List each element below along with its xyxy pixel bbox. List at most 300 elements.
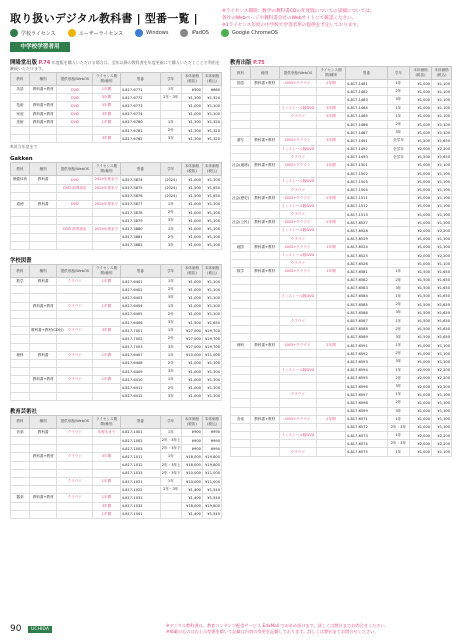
publisher-name: Gakken	[10, 156, 33, 163]
table-row	[11, 453, 222, 461]
table-cell: ¥10,000	[181, 477, 202, 485]
table-cell: ¥19,800	[202, 502, 221, 510]
table-cell: ¥1,100	[202, 376, 221, 384]
table-cell	[250, 407, 279, 415]
table-cell	[279, 309, 317, 317]
table-cell	[250, 202, 279, 210]
table-cell: 1年	[160, 477, 181, 485]
table-row	[231, 432, 452, 440]
table-cell	[231, 112, 251, 120]
table-cell: ¥1,000	[409, 120, 431, 128]
table-cell: ¥1,100	[202, 294, 221, 302]
table-cell	[279, 333, 317, 341]
page-ref: P.74	[38, 60, 51, 66]
table-cell: ¥1,100	[202, 176, 221, 184]
table-cell	[11, 217, 30, 225]
table-cell	[250, 309, 279, 317]
table-cell: 英語	[11, 86, 30, 94]
table-cell: 4-817-6407	[120, 351, 160, 359]
table-cell	[11, 453, 30, 461]
table-cell: 4-817-6403	[120, 294, 160, 302]
table-cell	[93, 469, 120, 477]
table-cell	[57, 445, 93, 453]
table-cell	[250, 292, 279, 300]
table-cell	[29, 359, 56, 367]
table-cell: ¥1,100	[202, 302, 221, 310]
table-row	[231, 325, 452, 333]
table-cell	[317, 432, 346, 440]
table-cell: 1年	[387, 317, 409, 325]
column-header: 提供形態/WebOS	[57, 265, 93, 278]
table-cell: 数学	[231, 268, 251, 276]
table-cell: ¥1,500	[181, 318, 202, 326]
table-cell: 2年	[160, 126, 181, 134]
table-cell: 4-817-1022	[120, 486, 160, 494]
table-cell: 全学年	[387, 145, 409, 153]
table-cell	[93, 318, 120, 326]
table-row	[231, 88, 452, 96]
table-cell: ¥27,000	[181, 343, 202, 351]
publisher-name: 開隆堂出版	[10, 60, 37, 66]
column-header: ライセンス期間/種別	[93, 415, 120, 428]
table-row	[11, 318, 222, 326]
table-cell: 4-817-6529	[345, 235, 387, 243]
table-cell: 教科書+教材	[250, 161, 279, 169]
table-cell: 書写	[231, 137, 251, 145]
table-cell: 1年間	[93, 86, 120, 94]
table-row	[231, 170, 452, 178]
legend-item	[135, 29, 168, 37]
table-s1	[10, 72, 222, 143]
table-cell: ¥27,000	[181, 335, 202, 343]
table-cell: 4-817-1012	[120, 461, 160, 469]
table-cell	[57, 384, 93, 392]
table-cell	[250, 145, 279, 153]
table-cell: 4-817-6595	[345, 374, 387, 382]
table-cell	[93, 392, 120, 400]
table-cell: DVD+クラウド	[279, 342, 317, 350]
table-cell: 教科書	[29, 176, 56, 184]
table-cell	[317, 186, 346, 194]
table-cell: 2年・3年	[160, 94, 181, 102]
table-row	[11, 86, 222, 94]
table-cell: ¥1,000	[409, 88, 431, 96]
table-cell	[57, 135, 93, 143]
table-cell: ¥900	[181, 445, 202, 453]
table-cell	[279, 382, 317, 390]
table-cell: 4-817-6589	[345, 333, 387, 341]
table-row	[11, 94, 222, 102]
table-cell	[250, 325, 279, 333]
table-cell	[231, 251, 251, 259]
footnotes	[166, 623, 452, 635]
table-cell	[387, 161, 409, 169]
table-cell: 2024年度まで	[93, 200, 120, 208]
table-cell	[317, 292, 346, 300]
table-cell	[231, 202, 251, 210]
table-cell	[250, 104, 279, 112]
table-cell: ¥18,000	[181, 502, 202, 510]
table-cell	[57, 217, 93, 225]
table-cell	[11, 310, 30, 318]
table-cell: ¥1,100	[432, 170, 452, 178]
table-cell: 2年	[387, 325, 409, 333]
table-cell: ¥900	[181, 437, 202, 445]
table-cell: 1年	[387, 432, 409, 440]
table-cell: 1年間	[93, 376, 120, 384]
table-cell	[250, 399, 279, 407]
table-cell: 2年・3年下	[160, 469, 181, 477]
table-cell	[29, 233, 56, 241]
table-cell	[29, 502, 56, 510]
table-cell: 国語	[231, 80, 251, 88]
table-cell: DVD+クラウド	[279, 268, 317, 276]
publisher-name: 教育出版	[230, 60, 252, 66]
table-cell	[93, 461, 120, 469]
table-cell: 4-817-6584	[345, 292, 387, 300]
table-cell: ¥1,000	[181, 310, 202, 318]
table-cell	[231, 382, 251, 390]
table-cell	[57, 392, 93, 400]
column-header: 学年	[160, 73, 181, 86]
table-cell: 4-817-1001	[120, 428, 160, 436]
table-cell	[279, 170, 317, 178]
table-cell: ¥2,200	[432, 251, 452, 259]
table-cell: 4-817-6586	[345, 309, 387, 317]
table-cell: ¥1,500	[181, 184, 202, 192]
table-cell	[29, 384, 56, 392]
table-cell	[387, 251, 409, 259]
table-cell: 1年	[387, 342, 409, 350]
table-cell: 4-817-1504	[345, 186, 387, 194]
table-cell: 4-817-6411	[120, 384, 160, 392]
table-cell: クラウド	[57, 376, 93, 384]
table-cell	[250, 251, 279, 259]
table-cell: 4-817-6599	[345, 407, 387, 415]
table-cell: ¥1,000	[409, 243, 431, 251]
table-cell	[250, 391, 279, 399]
table-cell	[93, 126, 120, 134]
table-cell	[57, 437, 93, 445]
table-cell: ¥1,000	[409, 202, 431, 210]
table-cell	[231, 325, 251, 333]
table-cell	[231, 440, 251, 448]
table-cell: 1年	[160, 327, 181, 335]
table-row	[231, 211, 452, 219]
table-cell: 4-817-6572	[345, 423, 387, 431]
table-cell	[279, 284, 317, 292]
table-cell	[250, 382, 279, 390]
table-cell	[231, 235, 251, 243]
right-column	[230, 58, 452, 457]
table-cell	[317, 366, 346, 374]
table-row	[231, 333, 452, 341]
table-cell: ¥1,000	[409, 104, 431, 112]
table-cell: 理科	[11, 351, 30, 359]
table-row	[231, 243, 452, 251]
table-cell	[29, 184, 56, 192]
table-cell: 教科書+教材	[29, 118, 56, 126]
table-cell	[29, 126, 56, 134]
table-cell: インストール版DVD	[279, 178, 317, 186]
table-cell: DVD	[57, 176, 93, 184]
table-header-row	[11, 73, 222, 86]
legend-item	[10, 29, 56, 37]
table-row	[11, 126, 222, 134]
table-cell	[231, 374, 251, 382]
table-cell: ¥1,100	[202, 225, 221, 233]
table-cell: クラウド	[57, 428, 93, 436]
table-cell: 4-817-1502	[345, 170, 387, 178]
table-cell: 器楽	[11, 494, 30, 502]
column-header: 教科	[231, 67, 251, 80]
table-row	[231, 350, 452, 358]
table-cell: 2024年度まで	[93, 176, 120, 184]
table-cell	[29, 335, 56, 343]
table-cell: ¥1,000	[409, 399, 431, 407]
table-cell: 1年	[160, 453, 181, 461]
legend-label: iPadOS	[191, 30, 209, 36]
table-cell	[29, 94, 56, 102]
table-cell: 1年間	[317, 112, 346, 120]
table-cell: 4-817-6401	[120, 278, 160, 286]
table-cell: ¥1,540	[202, 510, 221, 518]
table-cell	[231, 366, 251, 374]
table-cell: 4-817-6412	[120, 392, 160, 400]
table-cell: 1年	[387, 104, 409, 112]
table-cell: 2024年度まで	[93, 225, 120, 233]
table-row	[231, 145, 452, 153]
table-cell: 4-817-6406	[120, 318, 160, 326]
table-cell: 地図	[231, 243, 251, 251]
section-note: 年度版を購入いただける場合は、翌年以降の教科書を年度更新にて購入いただくことで利用を継続いただけます。	[10, 60, 220, 71]
table-cell: 4-817-6528	[345, 227, 387, 235]
table-cell	[317, 88, 346, 96]
table-cell	[11, 384, 30, 392]
table-cell: 3年	[160, 343, 181, 351]
column-header: 学年	[160, 415, 181, 428]
table-cell	[11, 327, 30, 335]
table-cell	[250, 350, 279, 358]
table-cell: ¥1,100	[202, 286, 221, 294]
table-cell: 教科書	[29, 428, 56, 436]
table-cell: 1年	[387, 292, 409, 300]
table-cell: 教科書+教材	[250, 415, 279, 423]
table-cell	[317, 325, 346, 333]
table-cell: 4-817-6526	[345, 260, 387, 268]
column-header: 提供形態/WebOS	[279, 67, 317, 80]
table-cell: ¥1,500	[409, 325, 431, 333]
table-cell: ¥1,000	[181, 110, 202, 118]
column-header: ライセンス期間/種別	[93, 265, 120, 278]
table-cell	[279, 423, 317, 431]
table-cell: ¥500	[181, 86, 202, 94]
table-cell: ¥1,000	[181, 209, 202, 217]
table-cell: 4-817-6575	[345, 448, 387, 456]
table-cell	[250, 211, 279, 219]
table-cell: クラウド	[279, 153, 317, 161]
table-cell: ¥1,540	[202, 494, 221, 502]
column-header: 提供形態/WebOS	[57, 163, 93, 176]
table-cell	[317, 178, 346, 186]
table-cell: ¥1,000	[409, 112, 431, 120]
table-cell	[57, 192, 93, 200]
table-cell: ¥1,500	[409, 137, 431, 145]
legend-item	[68, 29, 124, 37]
table-cell: 4-817-3881	[120, 233, 160, 241]
table-cell	[11, 376, 30, 384]
brand-logo: UCHIDA	[28, 626, 52, 633]
table-row	[11, 225, 222, 233]
table-cell	[317, 399, 346, 407]
table-cell	[93, 209, 120, 217]
table-cell: クラウド	[279, 448, 317, 456]
column-header: 提供形態/WebOS	[57, 73, 93, 86]
table-row	[231, 235, 452, 243]
page-number: 90	[10, 624, 22, 634]
table-cell	[317, 423, 346, 431]
table-cell: ¥1,500	[409, 268, 431, 276]
table-cell: ¥1,100	[202, 368, 221, 376]
table-cell: ¥1,000	[409, 178, 431, 186]
table-s2	[10, 162, 222, 250]
table-cell: 1年	[387, 448, 409, 456]
table-cell	[279, 350, 317, 358]
table-cell: 1年	[160, 302, 181, 310]
table-cell: ¥10,000	[181, 351, 202, 359]
table-cell: DVD+クラウド	[279, 80, 317, 88]
table-cell: ¥1,000	[181, 384, 202, 392]
table-cell: ¥1,000	[409, 219, 431, 227]
table-cell	[93, 335, 120, 343]
table-cell	[317, 358, 346, 366]
table-cell: ¥2,200	[432, 382, 452, 390]
table-cell: ¥1,320	[202, 126, 221, 134]
table-cell: 4-817-1032	[120, 502, 160, 510]
table-cell	[231, 153, 251, 161]
table-cell	[250, 448, 279, 456]
table-cell	[93, 486, 120, 494]
table-cell	[57, 318, 93, 326]
legend-item	[221, 29, 278, 37]
table-cell: 4-817-6409	[120, 368, 160, 376]
table-cell: 2年・3年	[387, 423, 409, 431]
table-cell	[279, 399, 317, 407]
table-cell: 3年	[160, 294, 181, 302]
table-cell	[279, 96, 317, 104]
table-cell	[250, 358, 279, 366]
table-cell	[231, 120, 251, 128]
table-cell: 教科書+教材	[29, 86, 56, 94]
table-cell	[231, 350, 251, 358]
table-row	[231, 342, 452, 350]
section-band: 中学校学習者用	[10, 42, 70, 52]
table-cell: ¥27,000	[181, 327, 202, 335]
table-cell: ¥1,000	[409, 235, 431, 243]
table-cell	[317, 235, 346, 243]
table-cell: 教科書+教材	[29, 494, 56, 502]
column-header: 種別	[250, 67, 279, 80]
table-cell: ¥2,200	[432, 227, 452, 235]
column-header: 教科	[11, 415, 30, 428]
table-row	[11, 392, 222, 400]
table-cell	[317, 374, 346, 382]
table-row	[11, 477, 222, 485]
table-row	[11, 461, 222, 469]
legend-dot-icon	[135, 29, 143, 37]
table-cell	[93, 192, 120, 200]
column-header: 本体価格(税込)	[202, 163, 221, 176]
table-cell: ¥1,200	[181, 118, 202, 126]
table-cell: ¥1,200	[181, 126, 202, 134]
table-cell: ¥1,000	[181, 392, 202, 400]
table-cell	[231, 178, 251, 186]
table-cell: DVD+クラウド	[279, 415, 317, 423]
table-cell: ¥1,100	[432, 211, 452, 219]
table-cell: インストール版DVD	[279, 432, 317, 440]
table-cell	[93, 241, 120, 249]
table-cell: 2年	[387, 374, 409, 382]
table-cell	[160, 510, 181, 518]
table-cell: 2年・3年下	[160, 445, 181, 453]
table-cell	[231, 391, 251, 399]
table-cell: ¥1,650	[432, 325, 452, 333]
table-cell: ¥1,100	[432, 202, 452, 210]
table-cell	[57, 368, 93, 376]
table-row	[231, 161, 452, 169]
table-cell: 3年間	[93, 110, 120, 118]
table-cell: クラウド	[279, 112, 317, 120]
table-cell: ¥1,000	[409, 350, 431, 358]
table-cell: ¥1,650	[432, 292, 452, 300]
table-row	[231, 194, 452, 202]
table-cell: 4-817-6525	[345, 251, 387, 259]
table-row	[231, 382, 452, 390]
table-cell	[11, 368, 30, 376]
table-cell: DVD+クラウド	[279, 161, 317, 169]
table-cell: ¥1,650	[202, 184, 221, 192]
section-heading-s1	[10, 58, 222, 72]
table-cell: ¥18,000	[181, 453, 202, 461]
table-cell: 4-817-6591	[345, 342, 387, 350]
table-row	[11, 110, 222, 118]
table-cell: ¥1,100	[432, 235, 452, 243]
table-cell	[57, 486, 93, 494]
table-cell: 1年間	[317, 243, 346, 251]
table-cell	[231, 186, 251, 194]
table-row	[11, 327, 222, 335]
table-row	[231, 96, 452, 104]
table-cell	[231, 276, 251, 284]
table-cell: インストール版DVD	[279, 292, 317, 300]
table-cell: ¥1,100	[432, 415, 452, 423]
table-cell: ¥1,100	[202, 359, 221, 367]
table-cell	[279, 407, 317, 415]
table-cell: 1年間	[93, 351, 120, 359]
table-cell: 1年	[160, 428, 181, 436]
table-cell: ¥1,000	[181, 376, 202, 384]
table-cell	[317, 276, 346, 284]
table-cell: 4-817-6587	[345, 317, 387, 325]
table-row	[11, 428, 222, 436]
table-cell: 4-817-1512	[345, 202, 387, 210]
table-cell	[93, 384, 120, 392]
table-cell: ¥900	[181, 428, 202, 436]
table-cell	[317, 284, 346, 292]
table-cell: 2年	[160, 286, 181, 294]
table-cell	[29, 469, 56, 477]
table-row	[11, 437, 222, 445]
